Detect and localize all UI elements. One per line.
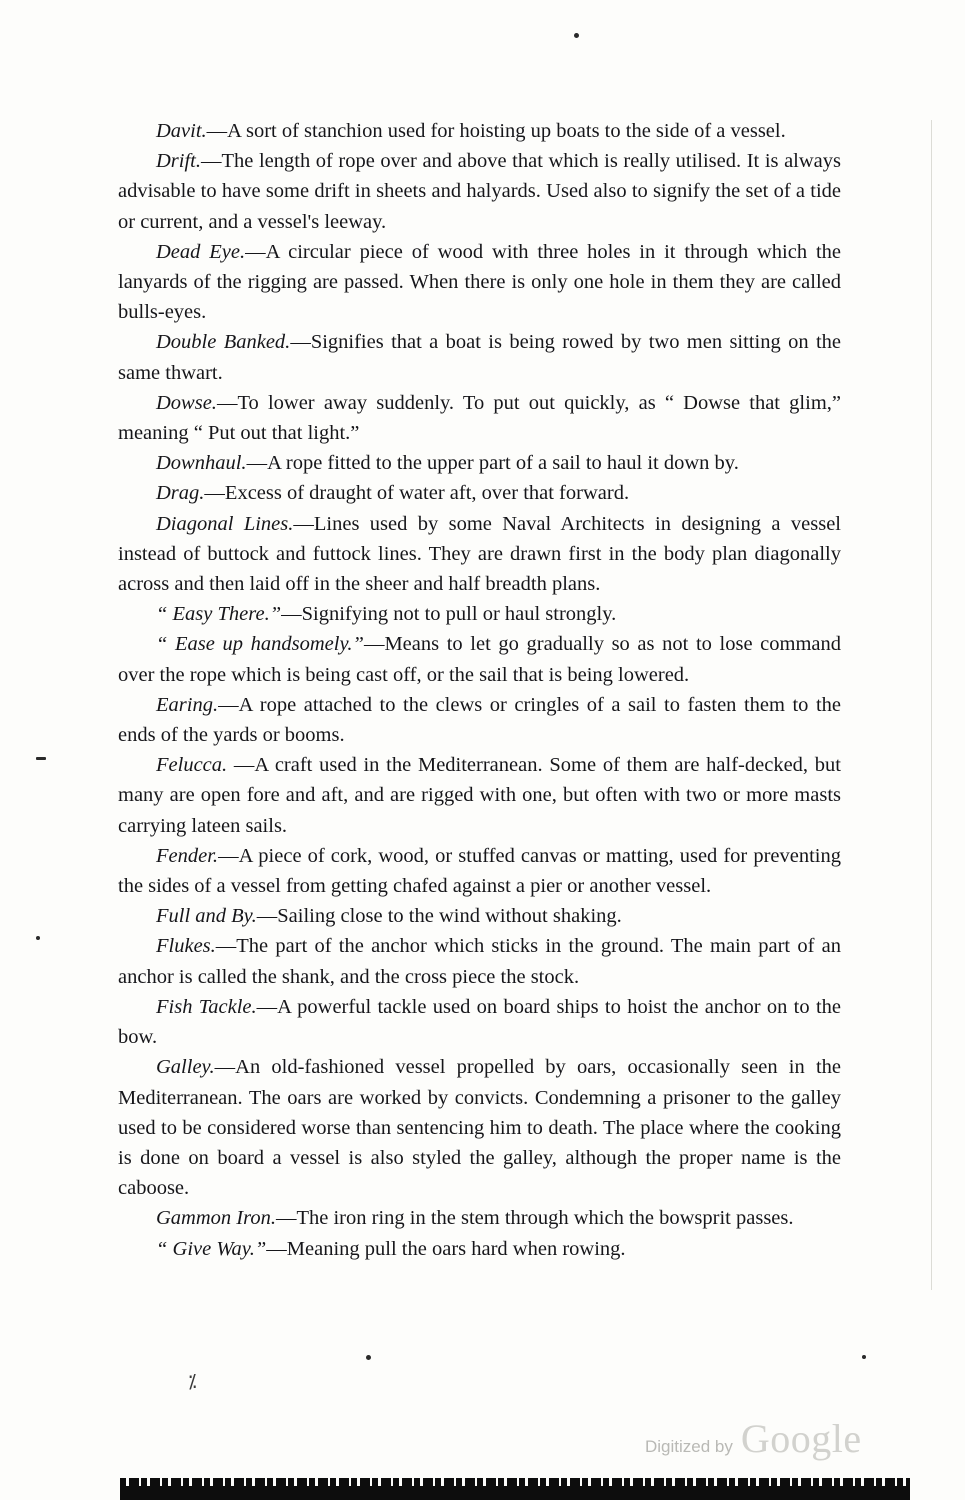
scan-edge-gap-right	[910, 1478, 965, 1500]
glossary-entry	[118, 448, 841, 478]
glossary-entry	[118, 509, 841, 600]
scan-speck-icon	[366, 1355, 371, 1360]
glossary-definition: —A circular piece of wood with three holes in it through which the lanyards of the rigging are passed. When there is only one hole in them they are called bulls-eyes.	[118, 240, 841, 324]
glossary-term: Fender.	[156, 844, 219, 867]
glossary-definition: —A sort of stanchion used for hoisting up boats to the side of a vessel.	[206, 120, 786, 142]
glossary-definition: —Means to let go gradually so as not to lose command over the rope which is being cast off, or the sail that is being lowered.	[118, 633, 842, 686]
page-margin-rule	[931, 120, 932, 1290]
glossary-definition: —Sailing close to the wind without shaking.	[256, 905, 622, 928]
glossary-term: Downhaul.	[156, 452, 247, 475]
scan-edge-band	[0, 1478, 965, 1500]
glossary-definition: —The part of the anchor which sticks in the ground. The main part of an anchor is called the shank, and the cross piece the stock.	[118, 935, 841, 988]
glossary-term: Drag.	[156, 482, 205, 505]
glossary-entry	[118, 146, 841, 237]
page-footer-mark: ⁒	[188, 1372, 196, 1393]
glossary-entry	[118, 629, 841, 689]
scan-speck-icon	[574, 33, 579, 38]
glossary-term: Davit.	[156, 120, 207, 142]
glossary-term: Dowse.	[156, 391, 217, 414]
glossary-definition: —Lines used by some Naval Architects in designing a vessel instead of buttock and futtock lines. They are drawn first in the body plan diagonally across and then laid off in the sheer and half breadth plans.	[118, 512, 841, 596]
glossary-definition: —A rope attached to the clews or cringles of a sail to fasten them to the ends of the yards or booms.	[118, 693, 841, 747]
glossary-definition: —The length of rope over and above that which is really utilised. It is always advisable to have some drift in sheets and halyards. Used also to signify the set of a tide or current, and a vessel's leeway.	[118, 150, 841, 233]
glossary-entry	[118, 901, 841, 931]
glossary-definition: —A craft used in the Mediterranean. Some of them are half-decked, but many are open fore and aft, and are rigged with one, but often with two or more masts carrying lateen sails.	[118, 754, 841, 837]
glossary-definition: —Signifying not to pull or haul strongly.	[281, 603, 617, 626]
glossary-definition: —To lower away suddenly. To put out quickly, as “ Dowse that glim,” meaning “ Put out that light.”	[118, 391, 841, 445]
glossary-entry	[118, 478, 841, 508]
digitization-watermark	[645, 1415, 862, 1462]
glossary-term: Diagonal Lines.	[156, 512, 294, 535]
glossary-entry	[118, 1234, 841, 1264]
glossary-entry	[118, 599, 841, 629]
glossary-entry	[118, 1203, 841, 1233]
glossary-entry	[118, 388, 841, 448]
glossary-entry	[118, 116, 841, 146]
scan-speck-icon	[36, 757, 46, 760]
glossary-term: Dead Eye.	[156, 240, 246, 263]
glossary-term: Drift.	[156, 150, 201, 173]
glossary-definition: —The iron ring in the stem through which the bowsprit passes.	[275, 1207, 794, 1230]
glossary-entry	[118, 931, 841, 991]
glossary-term: Earing.	[156, 693, 219, 716]
glossary-entry	[118, 690, 841, 750]
scan-speck-icon	[36, 936, 40, 940]
google-logo: Google	[740, 1416, 862, 1461]
glossary-term: Flukes.	[156, 935, 216, 958]
glossary-definition: —A piece of cork, wood, or stuffed canvas or matting, used for preventing the sides of a vessel from getting chafed against a pier or another vessel.	[118, 844, 841, 898]
glossary-entry	[118, 750, 841, 841]
glossary-definition: —Meaning pull the oars hard when rowing.	[266, 1237, 626, 1260]
glossary-term: “ Ease up handsomely.”	[156, 633, 364, 656]
glossary-term: Full and By.	[156, 905, 257, 928]
scan-edge-speckle	[120, 1478, 910, 1486]
glossary-definition: —Signifies that a boat is being rowed by two men sitting on the same thwart.	[118, 331, 841, 384]
glossary-definition: —A powerful tackle used on board ships to hoist the anchor on to the bow.	[118, 995, 841, 1049]
glossary-definition: —A rope fitted to the upper part of a sail to haul it down by.	[246, 452, 739, 475]
glossary-term: Gammon Iron.	[156, 1207, 276, 1230]
glossary-definition: —Excess of draught of water aft, over that forward.	[204, 482, 630, 505]
glossary-entry	[118, 327, 841, 387]
digitized-by-label: Digitized by	[645, 1437, 733, 1456]
scan-edge-gap-left	[0, 1478, 120, 1500]
glossary-entry	[118, 992, 841, 1052]
glossary-term: “ Give Way.”	[156, 1237, 267, 1260]
glossary-term: “ Easy There.”	[156, 603, 282, 626]
glossary-text-column	[118, 116, 841, 1264]
glossary-entry	[118, 1052, 841, 1203]
glossary-entry	[118, 841, 841, 901]
glossary-entry	[118, 237, 841, 328]
scan-speck-icon	[862, 1355, 866, 1359]
glossary-term: Galley.	[156, 1056, 215, 1079]
glossary-definition: —An old-fashioned vessel propelled by oars, occasionally seen in the Mediterranean. The oars are worked by convicts. Condemning a prisoner to the galley used to be considered worse than sentencing him to death. The place where the cooking is done on board a vessel is also styled the galley, although the proper name is the caboose.	[118, 1056, 841, 1200]
glossary-term: Fish Tackle.	[156, 995, 257, 1018]
glossary-term: Double Banked.	[156, 331, 291, 354]
glossary-term: Felucca.	[156, 754, 228, 777]
